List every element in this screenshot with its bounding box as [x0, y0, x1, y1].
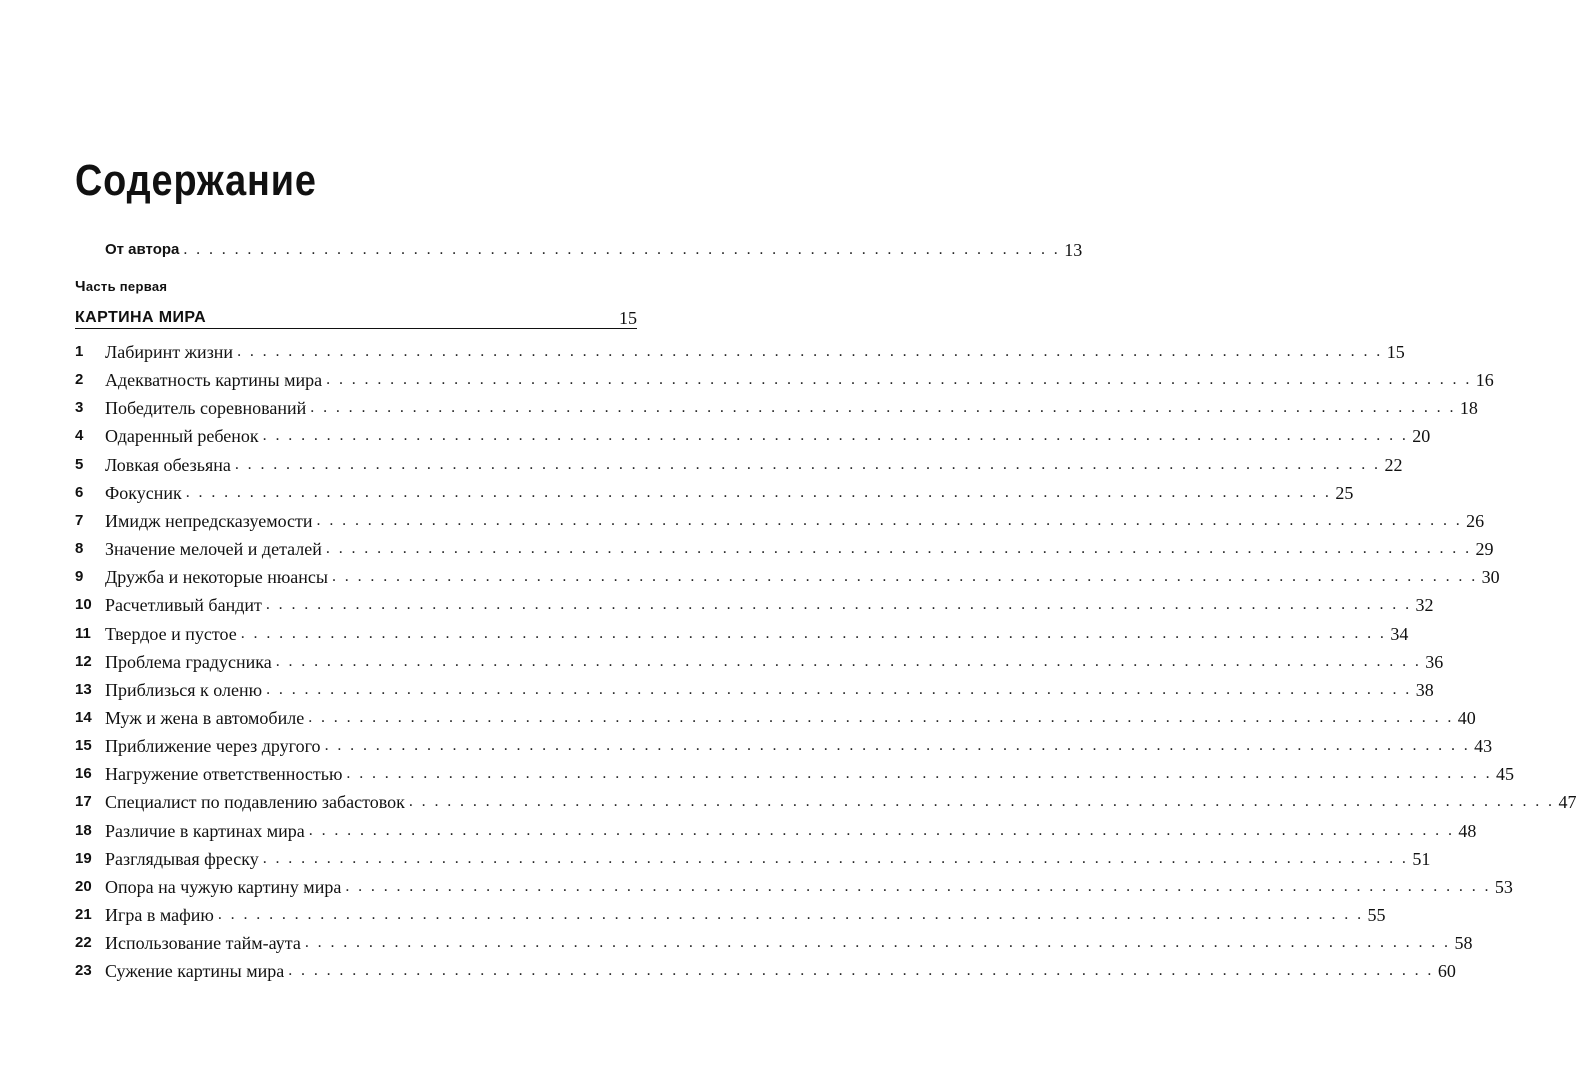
chapter-number: 21	[75, 906, 92, 923]
chapter-page: 48	[1458, 820, 1477, 841]
dot-leader: . . . . . . . . . . . . . . . . . . . . . . . . . . . . . . . . . . . . . . . . . . . . . . . . . . . . . . . . . . . . . . . . . . . . . . . . . . . . . . . . . . . . . . . . . .	[288, 962, 1434, 980]
chapter-page: 16	[1475, 370, 1494, 391]
dot-leader: . . . . . . . . . . . . . . . . . . . . . . . . . . . . . . . . . . . . . . . . . . . . . . . . . . . . . . . . . . . . . . . . . . . . . . . . . . . . . . . . . . . . . . . . . .	[266, 680, 1412, 698]
chapter-page: 60	[1437, 961, 1456, 982]
chapter-number: 12	[75, 652, 92, 670]
chapter-title: Проблема градусника	[105, 651, 272, 672]
dot-leader: . . . . . . . . . . . . . . . . . . . . . . . . . . . . . . . . . . . . . . . . . . . . . . . . . . . . . . . . . . . . . . . . . . . . . . . . . . . . . . . . . . . . . . . . . .	[237, 343, 1383, 360]
toc-entry-chapter[interactable]	[75, 704, 1476, 728]
dot-leader: . . . . . . . . . . . . . . . . . . . . . . . . . . . . . . . . . . . . . . . . . . . . . . . . . . . . . . . . . . . . . . . . . . . . . . . . . . . . . . . . . . . . . . . . . .	[217, 906, 1364, 923]
toc-entry-chapter[interactable]	[75, 366, 1494, 391]
toc-entry-chapter[interactable]	[75, 338, 1405, 362]
chapter-number: 17	[75, 793, 92, 811]
chapter-number: 6	[75, 483, 84, 501]
chapter-number: 19	[75, 849, 92, 867]
chapter-title: Игра в мафию	[105, 905, 214, 925]
chapter-title: Различие в картинах мира	[105, 820, 305, 841]
chapter-number: 2	[75, 371, 84, 389]
chapter-title: Фокусник	[105, 482, 182, 503]
chapter-page: 22	[1384, 454, 1403, 475]
toc-entry-chapter[interactable]	[75, 676, 1434, 700]
chapter-title: Приблизься к оленю	[105, 679, 263, 700]
chapter-number: 8	[75, 540, 84, 557]
chapter-title: Расчетливый бандит	[105, 595, 262, 616]
chapter-page: 25	[1335, 482, 1354, 503]
dot-leader: . . . . . . . . . . . . . . . . . . . . . . . . . . . . . . . . . . . . . . . . . . . . . . . . . . . . . . . . . . . . . . . . . . . . . . . . . . . . . . . . . . . . . . . . . .	[346, 765, 1493, 783]
dot-leader: . . . . . . . . . . . . . . . . . . . . . . . . . . . . . . . . . . . . . . . . . . . . . . . . . . . . . . . . . . . . . . . . . . . . . . . . . . . . . . . . . . . . . . . . . .	[262, 849, 1409, 867]
toc-entry-chapter[interactable]	[75, 507, 1485, 531]
chapter-number: 23	[75, 962, 92, 980]
dot-leader: . . . . . . . . . . . . . . . . . . . . . . . . . . . . . . . . . . . . . . . . . . . . . . . . . . . . . . . . . . . . . . . . . . . . . . . . . . . . . . . . . . . . . . . . . .	[310, 399, 1456, 417]
toc-entry-chapter[interactable]	[75, 732, 1493, 757]
toc-entry-chapter[interactable]	[75, 901, 1386, 925]
toc-entry-page: 13	[1064, 240, 1083, 260]
part-page: 15	[619, 308, 637, 328]
chapter-title: Одаренный ребенок	[105, 426, 259, 447]
chapter-title: Ловкая обезьяна	[105, 454, 231, 475]
dot-leader: . . . . . . . . . . . . . . . . . . . . . . . . . . . . . . . . . . . . . . . . . . . . . . . . . . . . . . . . . . . . . . . . . . . . . . . . . . . . . . . . . . . . . . . . . .	[185, 483, 1332, 501]
chapter-number: 22	[75, 934, 92, 952]
chapter-title: Приближение через другого	[105, 736, 321, 757]
dot-leader: . . . . . . . . . . . . . . . . . . . . . . . . . . . . . . . . . . . . . . . . . . . . . . . . . . . . . . . . . . . . . . . . . . . . . . . . . . . . . . . . . . . . . . . . . .	[275, 652, 1422, 670]
chapter-title: Адекватность картины мира	[105, 370, 323, 391]
part-label	[75, 278, 167, 295]
chapter-title: Сужение картины мира	[105, 961, 285, 982]
chapter-number: 14	[75, 709, 92, 726]
page-title: Содержание	[75, 156, 317, 206]
chapter-page: 58	[1454, 933, 1473, 954]
chapter-page: 43	[1474, 736, 1493, 757]
dot-leader: . . . . . . . . . . . . . . . . . . . . . . . . . . . . . . . . . . . . . . . . . . . . . . . . . . . . . . . . . . . . . . . . . . . . . . . . . . . . . . . . . . . . . . . . . .	[324, 737, 1471, 755]
dot-leader: . . . . . . . . . . . . . . . . . . . . . . . . . . . . . . . . . . . . . . . . . . . . . . . . . . . . . . . . . . . . . . . . . . . . . . . . . . . . . . . . . . . . . . . . . .	[304, 934, 1451, 952]
toc-entry-chapter[interactable]	[75, 817, 1477, 841]
chapter-page: 51	[1412, 848, 1431, 869]
chapter-number: 16	[75, 765, 92, 783]
chapter-number: 7	[75, 511, 84, 529]
chapter-page: 53	[1494, 876, 1513, 897]
chapter-number: 15	[75, 737, 92, 755]
toc-entry-chapter[interactable]	[75, 422, 1431, 447]
chapter-page: 15	[1386, 342, 1405, 362]
dot-leader: . . . . . . . . . . . . . . . . . . . . . . . . . . . . . . . . . . . . . . . . . . . . . . . . . . . . . . . . . . . . . . . . . . . . . . . . . . . . . . . . . . . . . . . . . .	[262, 427, 1409, 445]
chapter-number: 20	[75, 877, 92, 895]
chapter-title: Победитель соревнований	[105, 398, 307, 419]
toc-entry-chapter[interactable]	[75, 479, 1354, 503]
dot-leader: . . . . . . . . . . . . . . . . . . . . . . . . . . . . . . . . . . . . . . . . . . . . . . . . . . . . . . . . . . . . . . . . . . . . . . . . . . . . . . . . . . . . . . . . . .	[332, 568, 1478, 586]
chapter-title: Разглядывая фреску	[105, 848, 259, 869]
chapter-page: 26	[1466, 510, 1485, 531]
toc-entry-chapter[interactable]	[75, 929, 1473, 954]
part-label-rest: асть первая	[85, 279, 168, 294]
chapter-page: 29	[1475, 539, 1494, 559]
chapter-page: 47	[1558, 792, 1576, 813]
chapter-title: Лабиринт жизни	[105, 342, 234, 362]
chapter-number: 3	[75, 399, 84, 417]
chapter-title: Твердое и пустое	[105, 623, 237, 644]
chapter-page: 55	[1367, 905, 1386, 925]
chapter-number: 10	[75, 596, 92, 614]
chapter-page: 32	[1415, 595, 1434, 616]
chapter-page: 20	[1412, 426, 1431, 447]
chapter-title: Опора на чужую картину мира	[105, 876, 342, 897]
dot-leader: . . . . . . . . . . . . . . . . . . . . . . . . . . . . . . . . . . . . . . . . . . . . . . . . . . . . . . . . . . . . . . . . . . . . . . . . . . . . . . . . . . . . . . . . . .	[325, 540, 1472, 557]
chapter-page: 34	[1390, 623, 1409, 644]
chapter-title: Имидж непредсказуемости	[105, 510, 313, 531]
chapter-title: Специалист по подавлению забастовок	[105, 792, 405, 813]
chapter-number: 9	[75, 568, 84, 586]
toc-entry-chapter[interactable]	[75, 760, 1515, 785]
dot-leader: . . . . . . . . . . . . . . . . . . . . . . . . . . . . . . . . . . . . . . . . . . . . . . . . . . . . . . . . . . . . . . . . . . . . . . . . . . . . . . . . . . . . . . . . . .	[345, 877, 1491, 895]
dot-leader: . . . . . . . . . . . . . . . . . . . . . . . . . . . . . . . . . . . . . . . . . . . . . . . . . . . . . . . . . . . . . . . . . . . . . . . . . . . . . . . . . . . . . . . . . .	[265, 596, 1412, 614]
toc-entry-chapter[interactable]	[75, 563, 1500, 588]
dot-leader: . . . . . . . . . . . . . . . . . . . . . . . . . . . . . . . . . . . . . . . . . . . . . . . . . . . . . . . . . . . . . . . . . . . . . . . . . . . . . . . . . . . . . . . . . .	[316, 511, 1463, 529]
dot-leader: . . . . . . . . . . . . . . . . . . . . . . . . . . . . . . . . . . . . . . . . . . . . . . . . . . . . . . . . . . . . . . . . . . . . .	[183, 241, 1061, 258]
chapter-number: 18	[75, 821, 92, 839]
toc-entry-chapter[interactable]	[75, 451, 1403, 475]
toc-entry-chapter[interactable]	[75, 873, 1513, 897]
chapter-page: 36	[1425, 651, 1444, 672]
toc-entry-chapter[interactable]	[75, 957, 1456, 982]
chapter-title: Нагружение ответственностью	[105, 764, 343, 785]
chapter-title: Муж и жена в автомобиле	[105, 708, 305, 728]
dot-leader: . . . . . . . . . . . . . . . . . . . . . . . . . . . . . . . . . . . . . . . . . . . . . . . . . . . . . . . . . . . . . . . . . . . . . . . . . . . . . . . . . . . . . . . . . .	[234, 455, 1381, 473]
dot-leader: . . . . . . . . . . . . . . . . . . . . . . . . . . . . . . . . . . . . . . . . . . . . . . . . . . . . . . . . . . . . . . . . . . . . . . . . . . . . . . . . . . . . . . . . . .	[326, 371, 1472, 389]
chapter-page: 45	[1496, 764, 1515, 785]
part-heading[interactable]	[75, 302, 637, 329]
toc-entry-author[interactable]	[75, 236, 1083, 260]
chapter-number: 13	[75, 680, 92, 698]
chapter-title: Значение мелочей и деталей	[105, 539, 322, 559]
dot-leader: . . . . . . . . . . . . . . . . . . . . . . . . . . . . . . . . . . . . . . . . . . . . . . . . . . . . . . . . . . . . . . . . . . . . . . . . . . . . . . . . . . . . . . . . . .	[308, 709, 1454, 726]
dot-leader: . . . . . . . . . . . . . . . . . . . . . . . . . . . . . . . . . . . . . . . . . . . . . . . . . . . . . . . . . . . . . . . . . . . . . . . . . . . . . . . . . . . . . . . . . .	[240, 624, 1387, 642]
chapter-number: 5	[75, 455, 84, 473]
dot-leader: . . . . . . . . . . . . . . . . . . . . . . . . . . . . . . . . . . . . . . . . . . . . . . . . . . . . . . . . . . . . . . . . . . . . . . . . . . . . . . . . . . . . . . . . . .	[408, 793, 1555, 811]
chapter-page: 40	[1457, 708, 1476, 728]
chapter-number: 11	[75, 624, 91, 642]
toc-entry-chapter[interactable]	[75, 845, 1431, 869]
chapter-page: 18	[1459, 398, 1478, 419]
chapter-page: 38	[1415, 679, 1434, 700]
toc-entry-chapter[interactable]	[75, 648, 1444, 672]
part-title: КАРТИНА МИРА	[75, 309, 207, 326]
chapter-number: 1	[75, 343, 84, 360]
chapter-page: 30	[1481, 567, 1500, 588]
dot-leader: . . . . . . . . . . . . . . . . . . . . . . . . . . . . . . . . . . . . . . . . . . . . . . . . . . . . . . . . . . . . . . . . . . . . . . . . . . . . . . . . . . . . . . . . . .	[308, 821, 1455, 839]
toc-entry-chapter[interactable]	[75, 620, 1409, 644]
toc-entry-title: От автора	[105, 241, 180, 258]
toc-entry-chapter[interactable]	[75, 394, 1478, 419]
toc-entry-chapter[interactable]	[75, 591, 1434, 616]
toc-entry-chapter[interactable]	[75, 788, 1576, 813]
chapter-title: Использование тайм-аута	[105, 933, 301, 954]
chapter-number: 4	[75, 427, 84, 445]
part-label-initial: Ч	[75, 278, 86, 295]
toc-entry-chapter[interactable]	[75, 535, 1494, 559]
chapter-title: Дружба и некоторые нюансы	[105, 567, 328, 588]
